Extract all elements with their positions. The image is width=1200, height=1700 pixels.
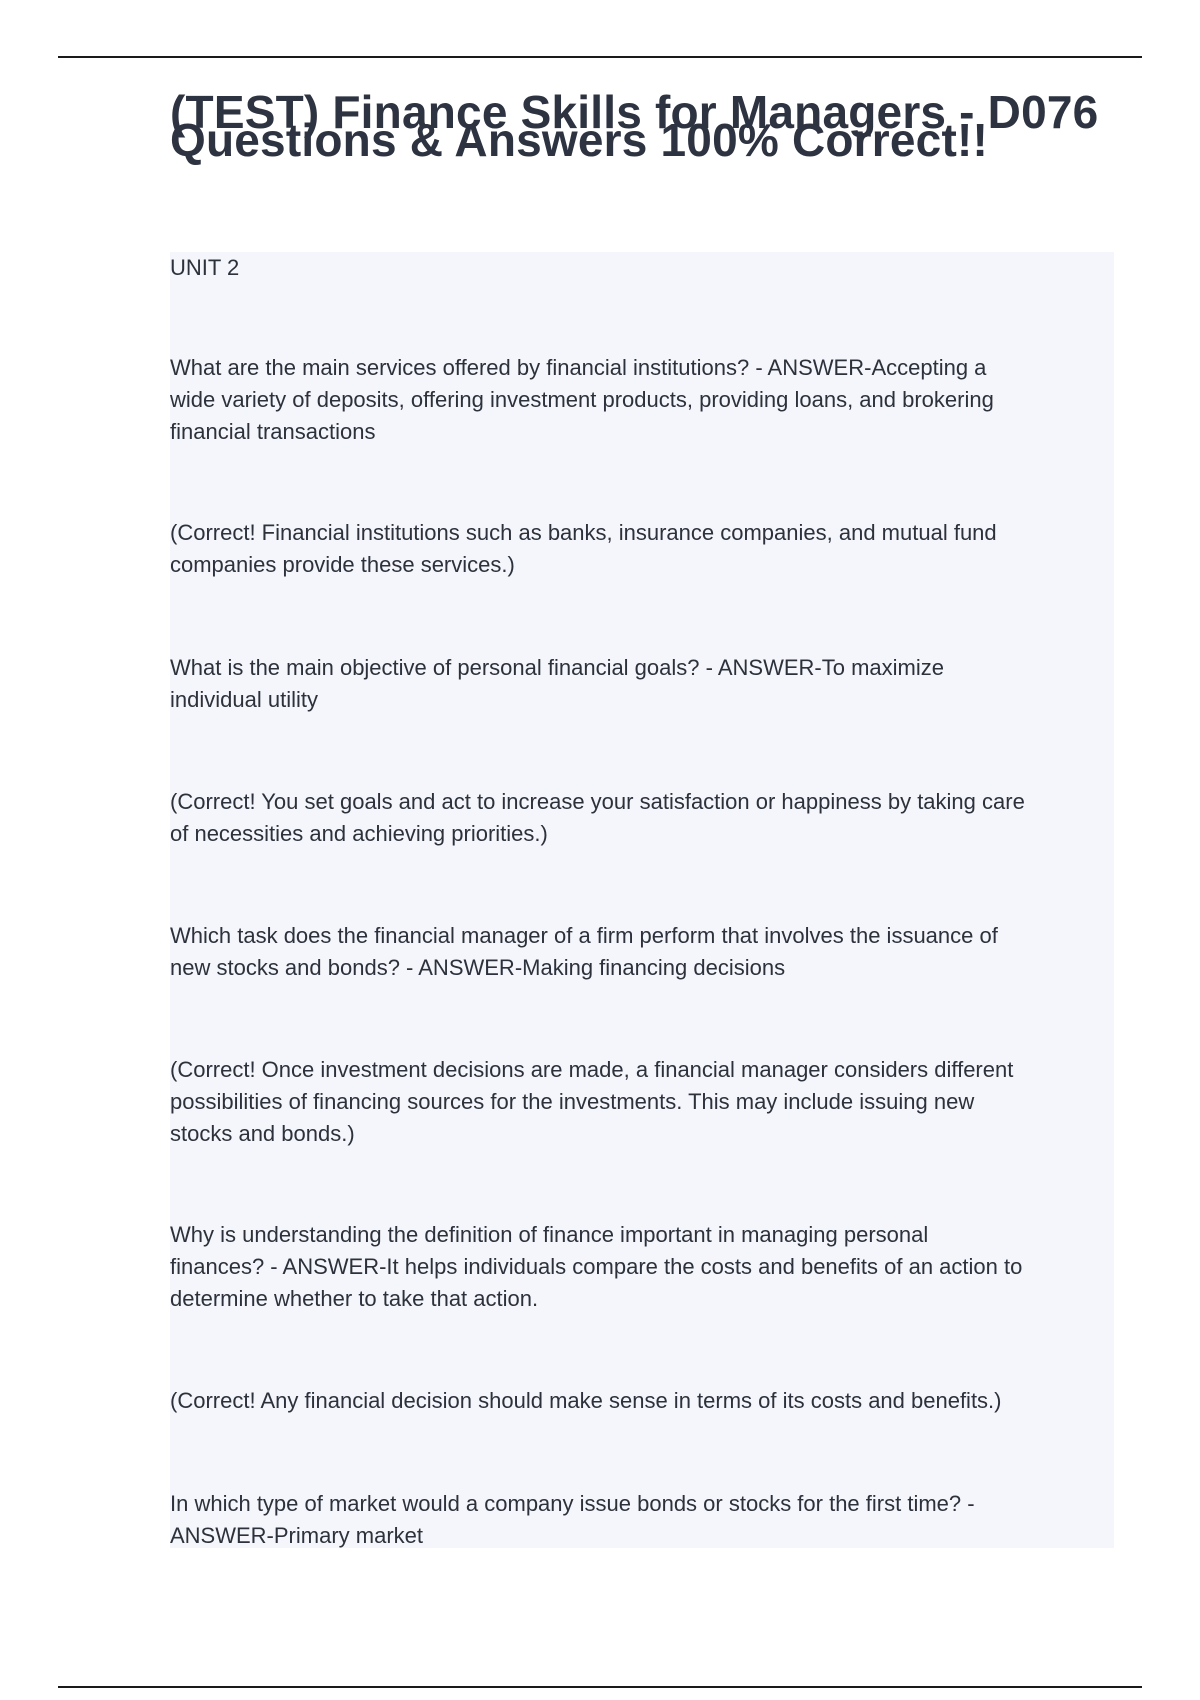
top-divider xyxy=(58,56,1142,58)
explanation-paragraph: (Correct! You set goals and act to increase your satisfaction or happiness by taking care of necessities and achieving priorities.) xyxy=(170,789,1025,846)
question-paragraph: What are the main services offered by financial institutions? - ANSWER-Accepting a wide variety of deposits, offering investment products, providing loans, and brokering financial transactions xyxy=(170,355,994,444)
explanation-paragraph: (Correct! Once investment decisions are made, a financial manager considers different possibilities of financing sources for the investments. This may include issuing new stocks and bonds.) xyxy=(170,1057,1014,1146)
document-title: (TEST) Finance Skills for Managers - D076 Questions & Answers 100% Correct!! xyxy=(170,86,1099,166)
question-paragraph: What is the main objective of personal financial goals? - ANSWER-To maximize individual utility xyxy=(170,655,944,712)
question-paragraph: Why is understanding the definition of finance important in managing personal finances? - ANSWER-It helps individuals compare the costs and benefits of an action to determine whether to take that action. xyxy=(170,1222,1023,1311)
explanation-paragraph: (Correct! Any financial decision should make sense in terms of its costs and benefits.) xyxy=(170,1388,1002,1413)
question-paragraph: In which type of market would a company issue bonds or stocks for the first time? - ANSWER-Primary market xyxy=(170,1491,975,1548)
explanation-paragraph: (Correct! Financial institutions such as banks, insurance companies, and mutual fund companies provide these services.) xyxy=(170,520,997,577)
question-paragraph: Which task does the financial manager of a firm perform that involves the issuance of new stocks and bonds? - ANSWER-Making financing decisions xyxy=(170,923,998,980)
unit-heading: UNIT 2 xyxy=(170,255,240,280)
bottom-divider xyxy=(58,1686,1142,1688)
content-area xyxy=(170,252,1114,1548)
